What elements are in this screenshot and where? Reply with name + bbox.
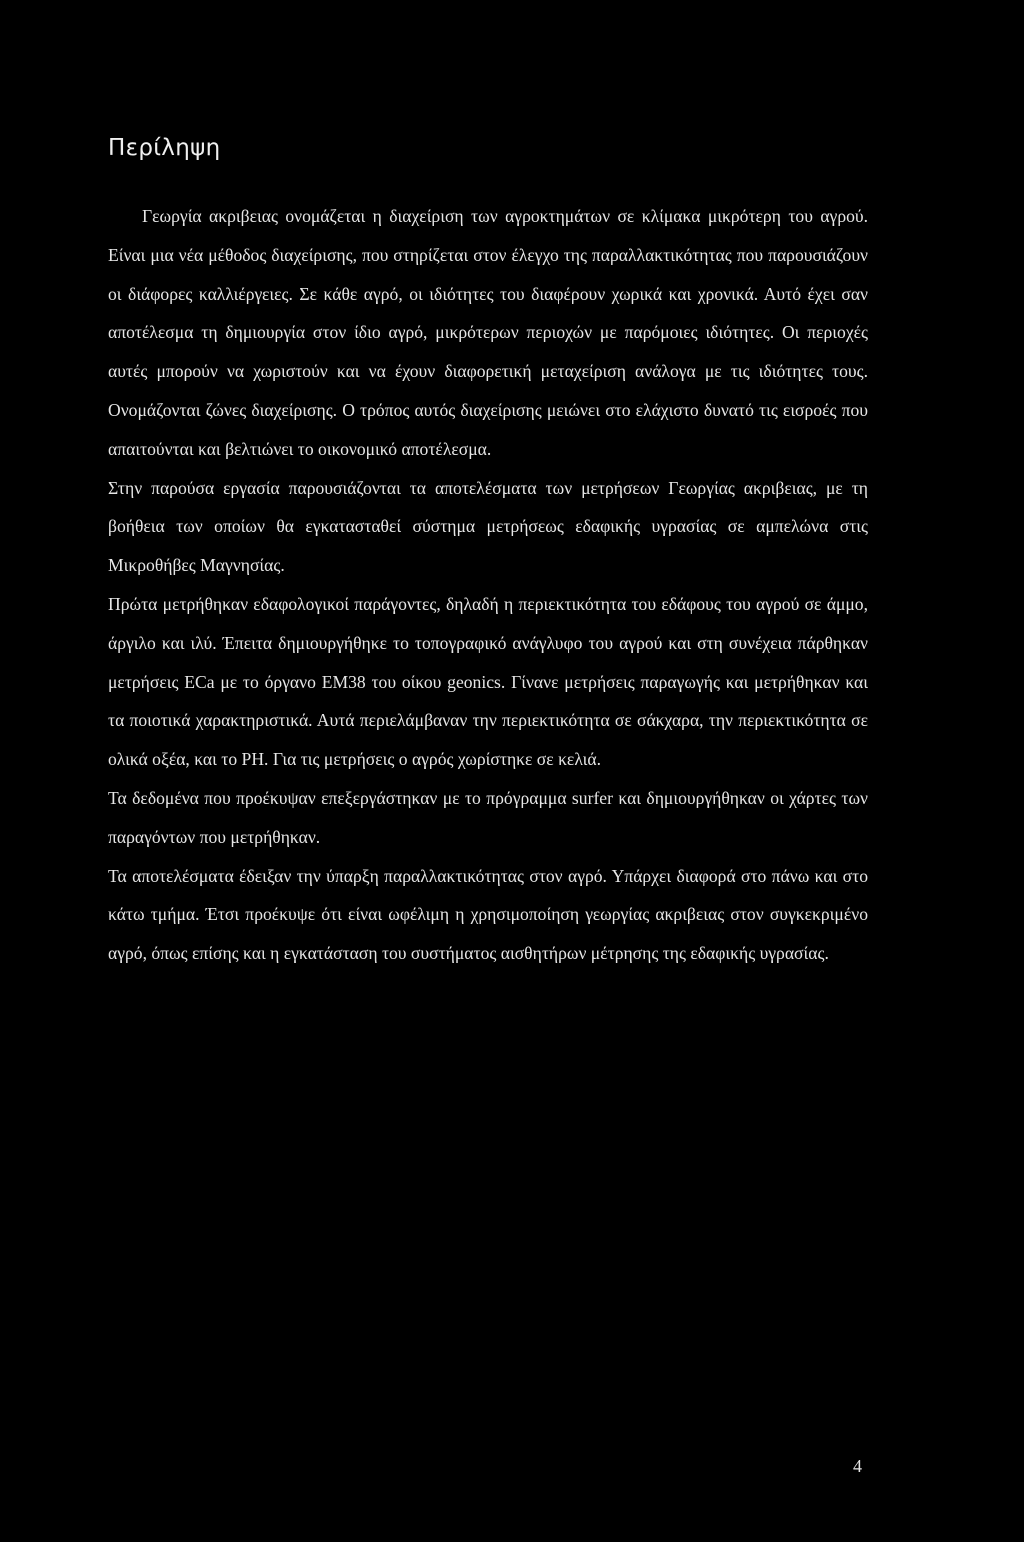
section-heading: Περίληψη <box>108 135 221 162</box>
paragraph: Γεωργία ακριβειας ονομάζεται η διαχείριση των αγροκτημάτων σε κλίμακα μικρότερη του αγρού. Είναι μια νέα μέθοδος διαχείρισης, που στηρίζεται στον έλεγχο της παραλλακτικότητας που παρουσιάζουν οι διάφορες καλλιέργειες. Σε κάθε αγρό, οι ιδιότητες του διαφέρουν χωρικά και χρονικά. Αυτό έχει σαν αποτέλεσμα τη δημιουργία στον ίδιο αγρό, μικρότερων περιοχών με παρόμοιες ιδιότητες. Οι περιοχές αυτές μπορούν να χωριστούν και να έχουν διαφορετική μεταχείριση ανάλογα με τις ιδιότητες τους. Ονομάζονται ζώνες διαχείρισης. Ο τρόπος αυτός διαχείρισης μειώνει στο ελάχιστο δυνατό τις εισροές που απαιτούνται και βελτιώνει το οικονομικό αποτέλεσμα. <box>108 206 868 459</box>
paragraph: Τα δεδομένα που προέκυψαν επεξεργάστηκαν με το πρόγραμμα surfer και δημιουργήθηκαν οι χάρτες των παραγόντων που μετρήθηκαν. <box>108 787 868 847</box>
paragraph: Πρώτα μετρήθηκαν εδαφολογικοί παράγοντες, δηλαδή η περιεκτικότητα του εδάφους του αγρού σε άμμο, άργιλο και ιλύ. Έπειτα δημιουργήθηκε το τοπογραφικό ανάγλυφο του αγρού και στη συνέχεια πάρθηκαν μετρήσεις ECa με το όργανο EM38 του οίκου geonics. Γίνανε μετρήσεις παραγωγής και μετρήθηκαν και τα ποιοτικά χαρακτηριστικά. Αυτά περιελάμβαναν την περιεκτικότητα σε σάκχαρα, την περιεκτικότητα σε ολικά οξέα, και το PH. Για τις μετρήσεις ο αγρός χωρίστηκε σε κελιά. <box>108 593 868 770</box>
paragraph: Στην παρούσα εργασία παρουσιάζονται τα αποτελέσματα των μετρήσεων Γεωργίας ακριβειας, με τη βοήθεια των οποίων θα εγκατασταθεί σύστημα μετρήσεως εδαφικής υγρασίας σε αμπελώνα στις Μικροθήβες Μαγνησίας. <box>108 477 868 576</box>
abstract-body <box>108 197 868 973</box>
page-number: 4 <box>853 1456 862 1476</box>
paragraph: Τα αποτελέσματα έδειξαν την ύπαρξη παραλλακτικότητας στον αγρό. Υπάρχει διαφορά στο πάνω και στο κάτω τμήμα. Έτσι προέκυψε ότι είναι ωφέλιμη η χρησιμοποίηση γεωργίας ακριβειας στον συγκεκριμένο αγρό, όπως επίσης και η εγκατάσταση του συστήματος αισθητήρων μέτρησης της εδαφικής υγρασίας. <box>108 865 868 964</box>
